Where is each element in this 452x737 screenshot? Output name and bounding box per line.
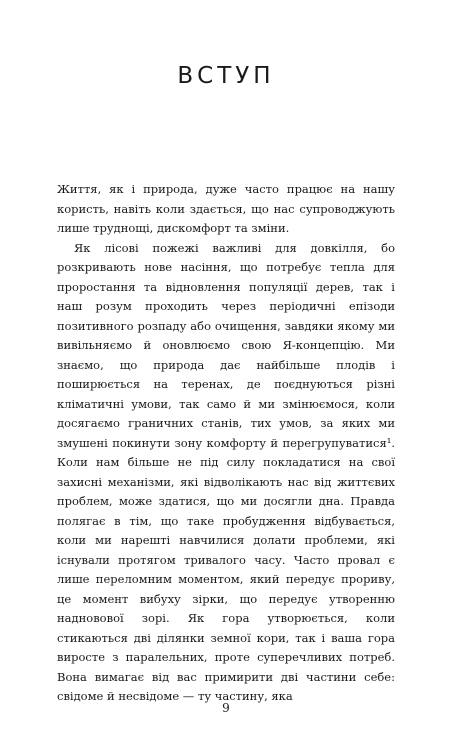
body-text	[57, 180, 395, 707]
paragraph-1: Життя, як і природа, дуже часто працює на нашу користь, навіть коли здається, що нас супроводжують лише труднощі, дискомфорт та зміни.	[57, 182, 395, 235]
page-number: 9	[222, 701, 230, 715]
chapter-title: ВСТУП	[177, 63, 275, 89]
paragraph-2: Як лісові пожежі важливі для довкілля, бо розкривають нове насіння, що потребує тепла для проростання та відновлення популяції дерев, так і наш розум проходить через періодичні епізоди позитивного розпаду або очищення, завдяки якому ми вивільняємо й оновлюємо свою Я-концепцію. Ми знаємо, що природа дає найбільше плодів і поширюється на теренах, де поєднуються різні кліматичні умови, так само й ми змінюємося, коли досягаємо граничних станів, тих умов, за яких ми змушені покинути зону комфорту й перегрупуватися¹. Коли нам більше не під силу покладатися на свої захисні механізми, які відволікають нас від життєвих проблем, може здатися, що ми досягли дна. Правда полягає в тім, що таке пробудження відбувається, коли ми нарешті навчилися долати проблеми, які існували протягом тривалого часу. Часто провал є лише переломним моментом, який передує прориву, це момент вибуху зірки, що передує утворенню надновової зорі. Як гора утворюється, коли стикаються дві ділянки земної кори, так і ваша гора виросте з паралельних, проте суперечливих потреб. Вона вимагає від вас примирити дві частини себе: свідоме й несвідоме — ту частину, яка	[57, 240, 395, 703]
